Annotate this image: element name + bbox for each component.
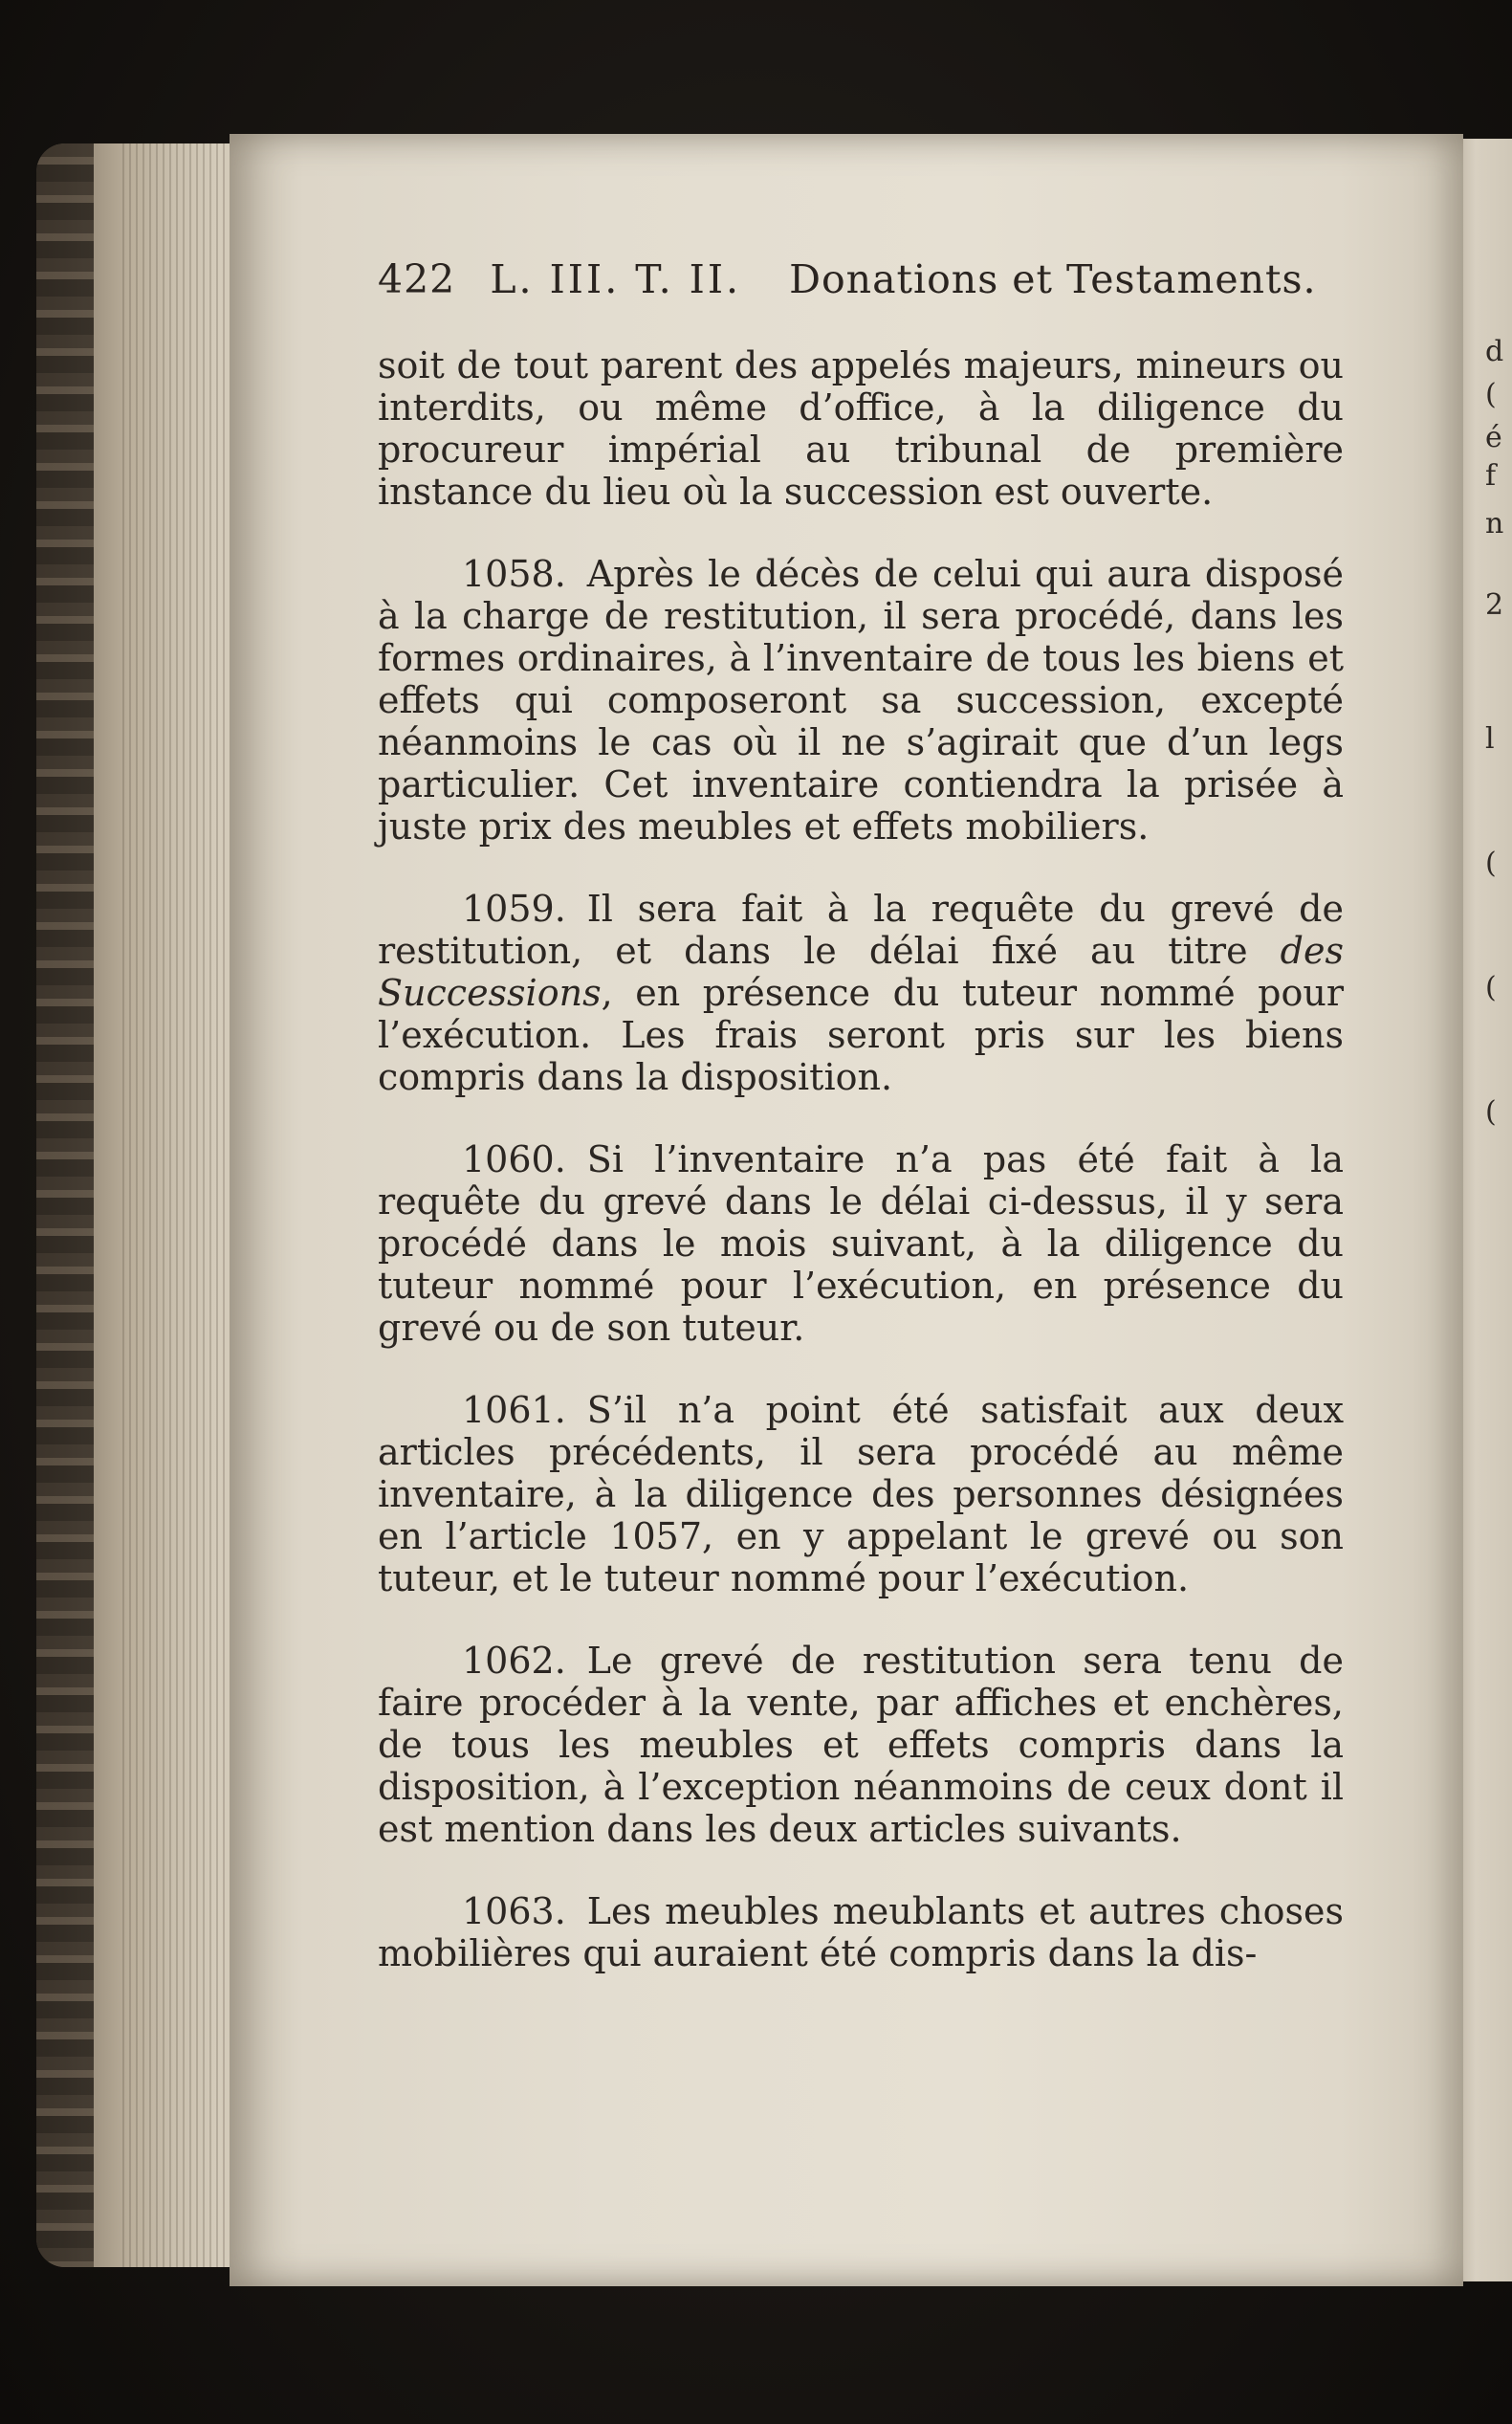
next-page-glyph: é [1485, 421, 1502, 454]
article-1059 [378, 888, 1344, 1098]
article-1061 [378, 1389, 1344, 1599]
page-number: 422 [378, 256, 456, 302]
next-page-glyph: l [1485, 722, 1495, 756]
article-number: 1060. [462, 1138, 566, 1180]
next-page-glyph: ( [1485, 847, 1497, 880]
next-page-glyph: n [1485, 507, 1504, 540]
page-body [378, 344, 1344, 1974]
article-number: 1063. [462, 1890, 566, 1932]
next-page-glyph: 2 [1485, 588, 1504, 622]
article-number: 1059. [462, 888, 566, 930]
article-text: Les meubles meublants et autres choses mobilières qui auraient été compris dans la dis- [378, 1890, 1344, 1974]
article-text: , en présence du tuteur nommé pour l’exécution. Les frais seront pris sur les biens compris dans la disposition. [378, 972, 1344, 1098]
article-text: Si l’inventaire n’a pas été fait à la requête du grevé dans le délai ci-dessus, il y sera procédé dans le mois suivant, à la diligence du tuteur nommé pour l’exécution, en présence du grevé ou de son tuteur. [378, 1138, 1344, 1349]
article-text: Le grevé de restitution sera tenu de faire procéder à la vente, par affiches et enchères, de tous les meubles et effets compris dans la disposition, à l’exception néanmoins de ceux dont il est mention dans les deux articles suivants. [378, 1640, 1344, 1850]
next-page-glyph: f [1485, 459, 1497, 493]
continuation-paragraph: soit de tout parent des appelés majeurs, mineurs ou interdits, ou même d’office, à la diligence du procureur impérial au tribunal de première instance du lieu où la succession est ouverte. [378, 344, 1344, 513]
article-1060 [378, 1138, 1344, 1349]
running-title: Donations et Testaments. [789, 256, 1317, 302]
next-page-glyph: ( [1485, 378, 1497, 411]
article-1058 [378, 553, 1344, 848]
article-number: 1062. [462, 1640, 566, 1682]
article-text-italic: des Successions [378, 930, 1344, 1014]
next-page-glyph: d [1485, 335, 1504, 368]
article-text: Il sera fait à la requête du grevé de restitution, et dans le délai fixé au titre [378, 888, 1344, 972]
next-page-glyph: ( [1485, 1095, 1497, 1129]
article-1062 [378, 1640, 1344, 1850]
article-number: 1058. [462, 553, 566, 595]
running-header [378, 256, 1344, 302]
article-1063 [378, 1890, 1344, 1974]
section-reference: L. III. T. II. [490, 256, 742, 302]
article-text: Après le décès de celui qui aura disposé à la charge de restitution, il sera procédé, dans les formes ordinaires, à l’inventaire de tous les biens et effets qui composeront sa succession, excepté néanmoins le cas où il ne s’agirait que d’un legs particulier. Cet inventaire contiendra la prisée à juste prix des meubles et effets mobiliers. [378, 553, 1344, 848]
next-page-glyph: ( [1485, 971, 1497, 1004]
article-number: 1061. [462, 1389, 566, 1431]
article-text: S’il n’a point été satisfait aux deux articles précédents, il sera procédé au même inventaire, à la diligence des personnes désignées en l’article 1057, en y appelant le grevé ou son tuteur, et le tuteur nommé pour l’exécution. [378, 1389, 1344, 1599]
